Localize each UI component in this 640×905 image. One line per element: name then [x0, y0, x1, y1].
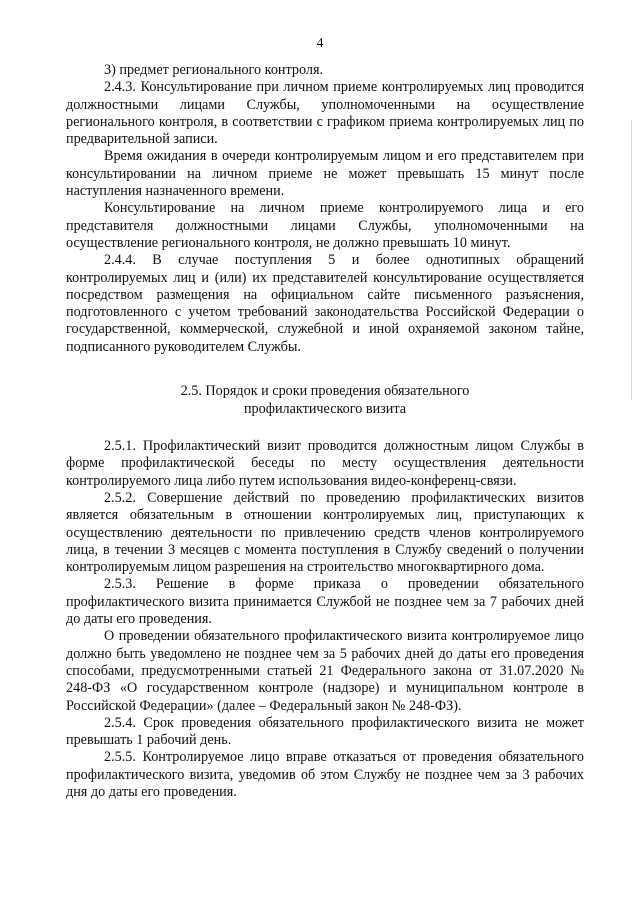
section-heading-2-5	[66, 382, 584, 418]
paragraph-notification: О проведении обязательного профилактического визита контролируемое лицо должно быть уведомлено не позднее чем за 5 рабочих дней до даты его проведения способами, предусмотренными статьей 21 Федерального закона от 31.07.2020 № 248-ФЗ «О государственном контроле (надзоре) и муниципальном контроле в Российской Федерации» (далее – Федеральный закон № 248-ФЗ).	[66, 628, 584, 714]
paragraph-2-5-1: 2.5.1. Профилактический визит проводится должностным лицом Службы в форме профилактической беседы по месту осуществления деятельности контролируемого лица либо путем использования видео-конференц-связи.	[66, 438, 584, 489]
paragraph-list-item-3: 3) предмет регионального контроля.	[104, 62, 324, 78]
section-heading-line-1: 2.5. Порядок и сроки проведения обязательного	[180, 383, 470, 400]
paragraph-2-5-3: 2.5.3. Решение в форме приказа о проведении обязательного профилактического визита принимается Службой не позднее чем за 7 рабочих дней до даты его проведения.	[66, 576, 584, 628]
paragraph-consultation-duration: Консультирование на личном приеме контролируемого лица и его представителя должностными лицами Службы, уполномоченными на осуществление регионального контроля, не должно превышать 10 минут.	[66, 200, 584, 251]
paragraph-2-4-3: 2.4.3. Консультирование при личном приеме контролируемых лиц проводится должностными лицами Службы, уполномоченными на осуществление регионального контроля, в соответствии с графиком приема контролируемых лиц по предварительной записи.	[66, 79, 584, 148]
paragraph-2-4-4: 2.4.4. В случае поступления 5 и более однотипных обращений контролируемых лиц и (или) их представителей консультирование осуществляется посредством размещения на официальном сайте письменного разъяснения, подготовленного с учетом требований законодательства Российской Федерации о государственной, коммерческой, служебной и иной охраняемой законом тайне, подписанного руководителем Службы.	[66, 252, 584, 355]
scan-edge-line	[631, 120, 632, 400]
paragraph-2-5-4: 2.5.4. Срок проведения обязательного профилактического визита не может превышать 1 рабочий день.	[66, 714, 584, 749]
section-heading-line-2: профилактического визита	[243, 401, 407, 418]
paragraph-2-5-5: 2.5.5. Контролируемое лицо вправе отказаться от проведения обязательного профилактического визита, уведомив об этом Службу не позднее чем за 3 рабочих дня до даты его проведения.	[66, 749, 584, 800]
paragraph-2-5-2: 2.5.2. Совершение действий по проведению профилактических визитов является обязательным в отношении контролируемых лиц, приступающих к осуществлению деятельности по привлечению средств членов контролируемого лица, в течении 3 месяцев с момента поступления в Службу сведений о получении контролируемым лицом разрешения на строительство многоквартирного дома.	[66, 489, 584, 576]
document-body	[66, 62, 584, 801]
paragraph-waiting-time: Время ожидания в очереди контролируемым лицом и его представителем при консультировании на личном приеме не может превышать 15 минут после наступления назначенного времени.	[66, 148, 584, 200]
page-number: 4	[316, 35, 324, 50]
